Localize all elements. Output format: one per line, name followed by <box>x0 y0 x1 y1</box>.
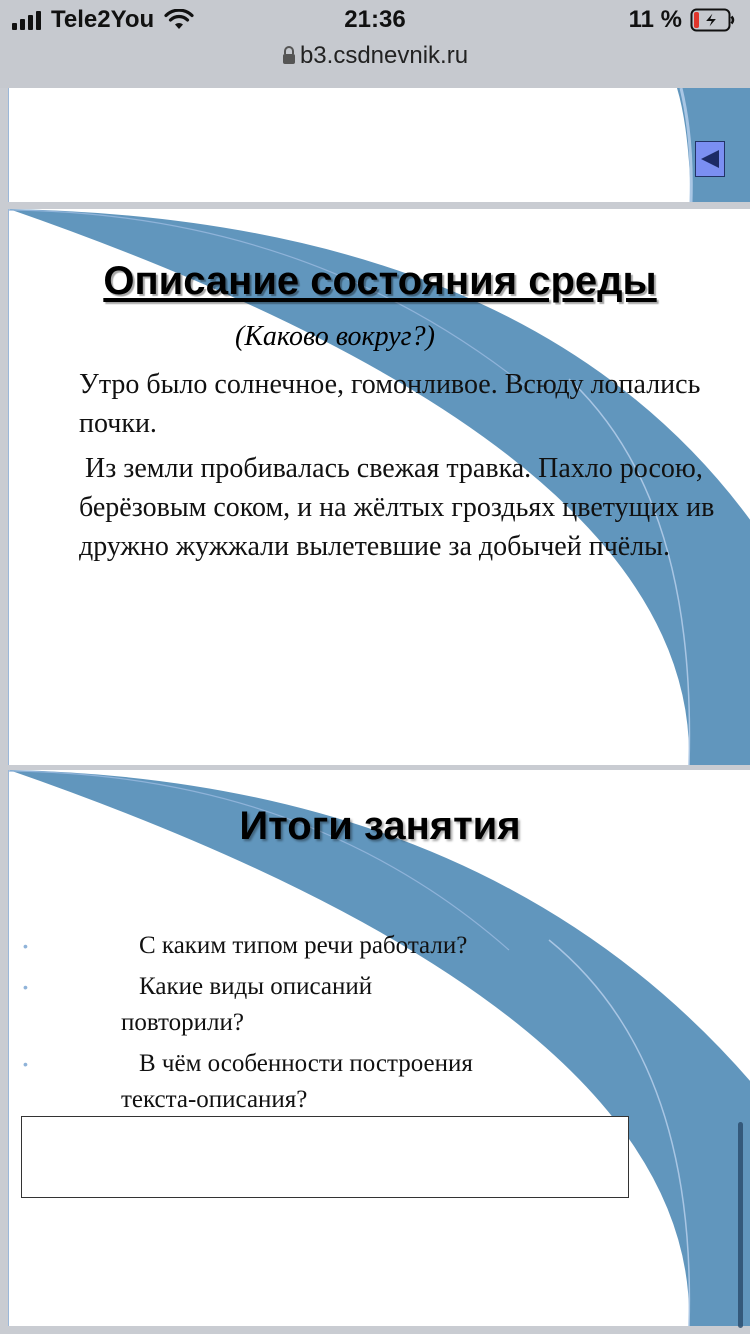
carrier-name: Tele2You <box>51 6 155 33</box>
back-button[interactable] <box>695 141 725 177</box>
paragraph-2: Из земли пробивалась свежая травка. Пахло росою, берёзовым соком, и на жёлтых гроздьях цветущих ив дружно жужжали вылетевшие за добычей пчёлы. <box>79 453 715 562</box>
browser-status-bar <box>0 0 750 88</box>
scrollbar[interactable] <box>738 1122 743 1328</box>
slide-describe-environment <box>8 209 750 765</box>
slide-title: Описание состояния среды <box>103 259 657 303</box>
clock: 21:36 <box>344 6 406 33</box>
paragraph-1: Утро было солнечное, гомонливое. Всюду лопались почки. <box>79 369 701 439</box>
url-bar[interactable] <box>0 42 750 70</box>
list-item: Какие виды описаний повторили? <box>121 973 373 1036</box>
slide-subtitle: (Каково вокруг?) <box>235 321 435 352</box>
battery-group <box>629 6 736 34</box>
slide-previous <box>8 88 750 202</box>
battery-percent: 11 % <box>628 6 682 33</box>
battery-charging-icon <box>690 8 736 32</box>
list-item: В чём особенности построения текста-описания? <box>121 1050 473 1113</box>
lock-icon <box>282 45 296 65</box>
bullet-marker: • <box>23 979 28 995</box>
slide-title: Итоги занятия <box>239 804 521 848</box>
bullet-marker: • <box>23 938 28 954</box>
answer-text-box[interactable] <box>21 1116 629 1198</box>
bullet-marker: • <box>23 1056 28 1072</box>
url-text: b3.csdnevnik.ru <box>299 42 469 69</box>
slide-decoration-arc <box>9 88 750 202</box>
slide-lesson-summary <box>8 770 750 1326</box>
back-triangle-icon <box>699 148 721 170</box>
list-item: С каким типом речи работали? <box>139 932 468 959</box>
status-row <box>0 4 750 38</box>
